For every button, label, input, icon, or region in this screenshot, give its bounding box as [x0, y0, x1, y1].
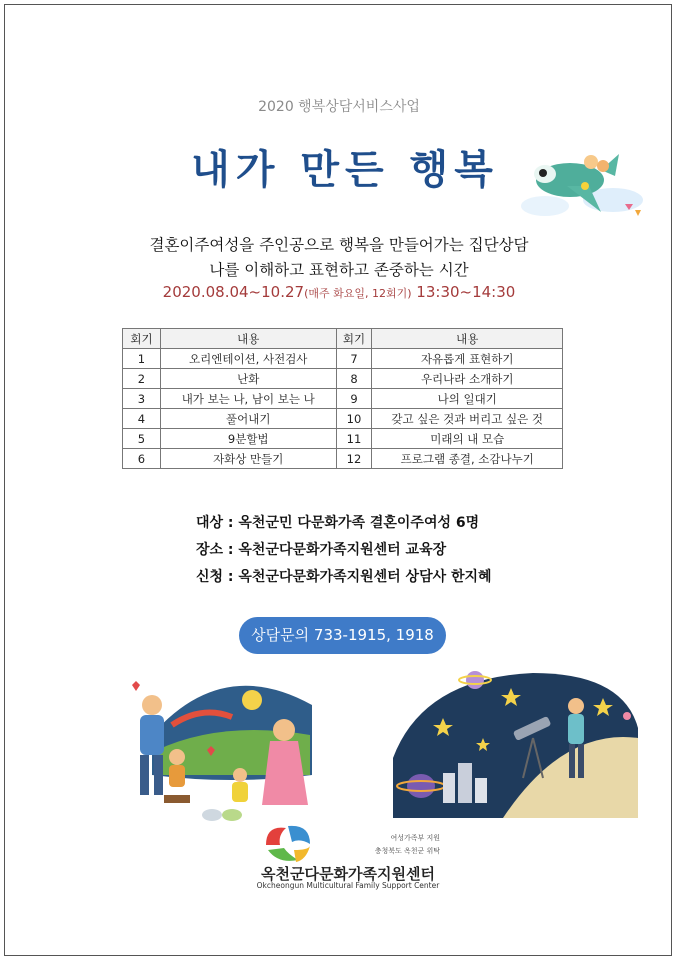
airplane-illustration	[515, 140, 645, 225]
stargazer-illustration	[383, 668, 645, 828]
table-cell: 갖고 싶은 것과 버리고 싶은 것	[372, 409, 563, 429]
table-cell: 풀어내기	[160, 409, 336, 429]
table-cell: 9분할법	[160, 429, 336, 449]
column-header: 내용	[160, 329, 336, 349]
page-title: 내가 만든 행복	[191, 146, 499, 193]
column-header: 회기	[123, 329, 161, 349]
info-place: 장소 : 옥천군다문화가족지원센터 교육장	[196, 542, 447, 558]
column-header: 회기	[336, 329, 372, 349]
schedule-dates: 2020.08.04~10.27	[162, 283, 305, 301]
table-cell: 난화	[160, 369, 336, 389]
table-row	[123, 389, 563, 409]
table-row	[123, 369, 563, 389]
column-header: 내용	[372, 329, 563, 349]
table-cell: 4	[123, 409, 161, 429]
description-line-2: 나를 이해하고 표현하고 존중하는 시간	[209, 261, 469, 279]
table-cell: 11	[336, 429, 372, 449]
table-row	[123, 449, 563, 469]
table-cell: 자화상 만들기	[160, 449, 336, 469]
table-cell: 내가 보는 나, 남이 보는 나	[160, 389, 336, 409]
sponsor-line-1: 여성가족부 지원	[390, 834, 440, 842]
contact-button[interactable]: 상담문의 733-1915, 1918	[239, 617, 446, 654]
table-cell: 10	[336, 409, 372, 429]
center-english-name: Okcheongun Multicultural Family Support Center	[256, 881, 440, 890]
table-cell: 8	[336, 369, 372, 389]
schedule-time: 13:30~14:30	[411, 283, 516, 301]
table-cell: 9	[336, 389, 372, 409]
table-cell: 오리엔테이션, 사전검사	[160, 349, 336, 369]
table-row	[123, 429, 563, 449]
table-cell: 프로그램 종결, 소감나누기	[372, 449, 563, 469]
schedule-table	[122, 328, 563, 469]
table-cell: 12	[336, 449, 372, 469]
table-row	[123, 409, 563, 429]
program-subtitle: 2020 행복상담서비스사업	[258, 99, 420, 115]
table-cell: 6	[123, 449, 161, 469]
table-cell: 5	[123, 429, 161, 449]
table-cell: 2	[123, 369, 161, 389]
schedule-note: (매주 화요일, 12회기)	[304, 287, 412, 300]
info-target: 대상 : 옥천군민 다문화가족 결혼이주여성 6명	[196, 515, 480, 531]
center-name: 옥천군다문화가족지원센터	[261, 865, 435, 883]
table-cell: 3	[123, 389, 161, 409]
table-cell: 미래의 내 모습	[372, 429, 563, 449]
schedule-date	[0, 283, 678, 301]
family-painting-illustration	[112, 665, 337, 825]
sponsor-line-2: 충청북도 옥천군 위탁	[374, 847, 440, 855]
table-cell: 우리나라 소개하기	[372, 369, 563, 389]
info-apply: 신청 : 옥천군다문화가족지원센터 상담사 한지혜	[196, 569, 492, 585]
description-line-1: 결혼이주여성을 주인공으로 행복을 만들어가는 집단상담	[149, 236, 529, 254]
center-logo-icon	[258, 820, 318, 865]
table-cell: 자유롭게 표현하기	[372, 349, 563, 369]
table-cell: 7	[336, 349, 372, 369]
table-cell: 나의 일대기	[372, 389, 563, 409]
table-cell: 1	[123, 349, 161, 369]
table-header-row	[123, 329, 563, 349]
table-row	[123, 349, 563, 369]
